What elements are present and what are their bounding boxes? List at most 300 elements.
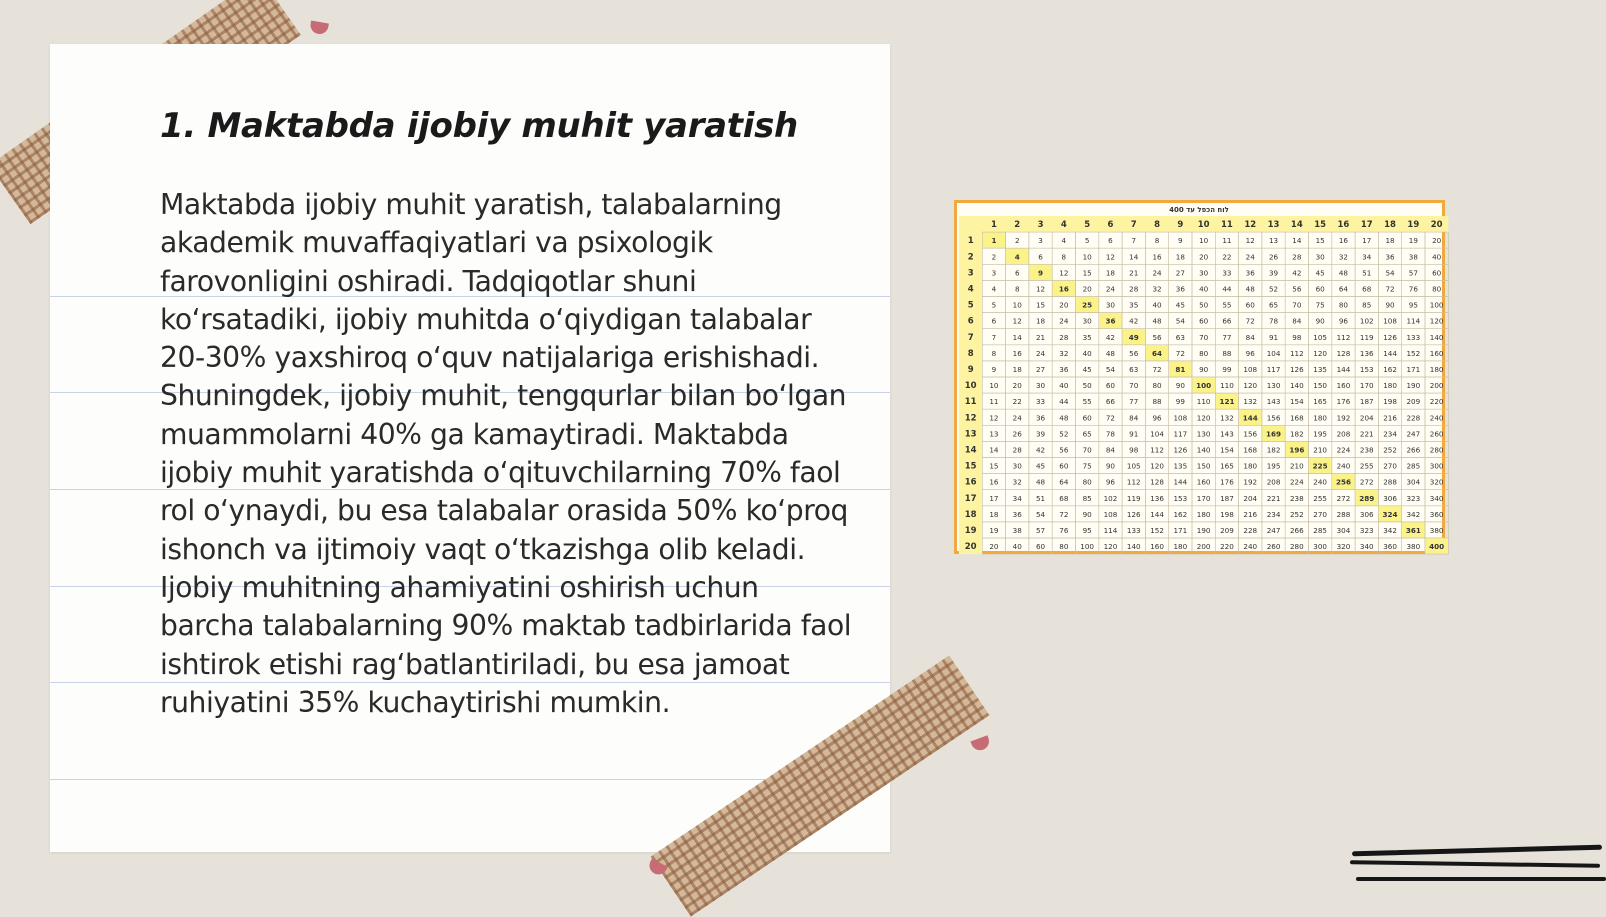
table-cell: 110 <box>1196 397 1211 407</box>
table-cell: 256 <box>1335 477 1351 487</box>
table-cell: 13 <box>1268 236 1279 246</box>
table-cell: 176 <box>1220 477 1234 487</box>
table-cell: 320 <box>1336 542 1351 552</box>
table-cell: 112 <box>1336 332 1351 342</box>
table-cell: 18 <box>1105 268 1116 278</box>
table-cell: 169 <box>1266 429 1282 439</box>
table-cell: 60 <box>1059 461 1069 471</box>
table-cell: 260 <box>1429 429 1444 439</box>
table-cell: 40 <box>1432 252 1442 262</box>
table-cell: 187 <box>1220 493 1234 503</box>
table-cell: 26 <box>1012 429 1022 439</box>
table-cell: 234 <box>1383 429 1397 439</box>
table-cell: 36 <box>1385 252 1395 262</box>
table-cell: 4 <box>1014 252 1020 262</box>
table-cell: 42 <box>1292 268 1302 278</box>
table-cell: 42 <box>1129 316 1139 326</box>
table-cell: 361 <box>1405 525 1421 535</box>
table-cell: 78 <box>1105 429 1116 439</box>
table-cell: 270 <box>1383 461 1397 471</box>
table-cell: 28 <box>1012 445 1022 455</box>
table-cell: 72 <box>1175 348 1185 358</box>
table-cell: 70 <box>1129 381 1139 391</box>
table-cell: 208 <box>1266 477 1281 487</box>
table-cell: 12 <box>1012 316 1022 326</box>
table-cell: 80 <box>1082 477 1092 487</box>
row-header: 11 <box>964 397 977 408</box>
table-cell: 55 <box>1082 397 1092 407</box>
table-cell: 272 <box>1336 493 1351 503</box>
row-header: 9 <box>967 364 974 375</box>
table-cell: 35 <box>1082 332 1092 342</box>
table-cell: 150 <box>1313 381 1328 391</box>
table-cell: 162 <box>1383 364 1397 374</box>
column-header: 6 <box>1107 220 1114 231</box>
table-cell: 48 <box>1245 284 1255 294</box>
table-cell: 190 <box>1196 525 1211 535</box>
table-cell: 48 <box>1105 348 1116 358</box>
table-cell: 81 <box>1175 364 1186 374</box>
table-cell: 320 <box>1429 477 1444 487</box>
column-header: 5 <box>1084 220 1091 231</box>
table-cell: 380 <box>1429 525 1444 535</box>
table-cell: 42 <box>1105 332 1116 342</box>
table-caption: לוח הכפל עד 400 <box>1169 206 1229 214</box>
table-cell: 7 <box>991 332 997 342</box>
table-cell: 72 <box>1059 509 1069 519</box>
table-cell: 25 <box>1082 300 1093 310</box>
column-header: 20 <box>1430 220 1443 231</box>
table-cell: 165 <box>1220 461 1234 471</box>
table-cell: 77 <box>1129 397 1139 407</box>
table-cell: 130 <box>1266 381 1281 391</box>
table-cell: 16 <box>1152 252 1162 262</box>
table-cell: 128 <box>1150 477 1164 487</box>
decorative-stroke <box>1356 877 1606 881</box>
table-cell: 45 <box>1035 461 1046 471</box>
row-header: 6 <box>967 316 974 327</box>
row-header: 8 <box>967 348 974 359</box>
row-header: 17 <box>964 493 977 504</box>
table-cell: 204 <box>1243 493 1258 503</box>
table-cell: 143 <box>1220 429 1234 439</box>
table-cell: 168 <box>1289 413 1304 423</box>
table-cell: 140 <box>1289 381 1304 391</box>
column-header: 15 <box>1314 220 1327 231</box>
column-header: 16 <box>1337 220 1350 231</box>
table-cell: 190 <box>1406 381 1421 391</box>
table-cell: 133 <box>1406 332 1421 342</box>
table-cell: 144 <box>1242 413 1258 423</box>
table-cell: 80 <box>1152 381 1162 391</box>
table-cell: 63 <box>1175 332 1185 342</box>
table-cell: 400 <box>1429 542 1445 552</box>
table-cell: 135 <box>1313 364 1328 374</box>
table-cell: 38 <box>1408 252 1418 262</box>
table-cell: 11 <box>989 397 999 407</box>
table-cell: 56 <box>1152 332 1162 342</box>
table-cell: 9 <box>1038 268 1044 278</box>
table-cell: 3 <box>1038 236 1043 246</box>
table-cell: 54 <box>1105 364 1116 374</box>
table-cell: 68 <box>1059 493 1069 503</box>
table-cell: 140 <box>1429 332 1444 342</box>
table-cell: 80 <box>1338 300 1349 310</box>
table-cell: 240 <box>1336 461 1351 471</box>
table-cell: 228 <box>1243 525 1258 535</box>
table-cell: 8 <box>1154 236 1160 246</box>
table-cell: 140 <box>1196 445 1211 455</box>
row-header: 19 <box>964 525 977 536</box>
table-cell: 221 <box>1359 429 1374 439</box>
column-header: 8 <box>1154 220 1161 231</box>
table-cell: 5 <box>991 300 997 310</box>
table-cell: 114 <box>1406 316 1421 326</box>
table-cell: 98 <box>1292 332 1302 342</box>
table-cell: 24 <box>1152 268 1162 278</box>
table-cell: 45 <box>1315 268 1325 278</box>
table-cell: 66 <box>1105 397 1116 407</box>
table-cell: 48 <box>1035 477 1046 487</box>
table-cell: 380 <box>1406 542 1421 552</box>
column-header: 13 <box>1267 220 1280 231</box>
row-header: 2 <box>967 252 974 263</box>
table-cell: 84 <box>1129 413 1139 423</box>
table-cell: 252 <box>1289 509 1304 519</box>
table-cell: 34 <box>1362 252 1372 262</box>
table-cell: 28 <box>1292 252 1302 262</box>
decorative-stroke <box>1350 860 1600 867</box>
table-cell: 72 <box>1152 364 1162 374</box>
tape-end-pin-icon <box>309 21 329 36</box>
table-cell: 91 <box>1129 429 1139 439</box>
table-cell: 48 <box>1059 413 1069 423</box>
table-cell: 126 <box>1383 332 1397 342</box>
table-cell: 128 <box>1336 348 1351 358</box>
table-cell: 18 <box>1385 236 1395 246</box>
table-cell: 17 <box>989 493 999 503</box>
table-cell: 144 <box>1336 364 1351 374</box>
table-cell: 36 <box>1105 316 1116 326</box>
table-cell: 30 <box>1035 381 1046 391</box>
table-cell: 30 <box>1012 461 1022 471</box>
column-header: 1 <box>990 220 997 231</box>
table-cell: 99 <box>1222 364 1232 374</box>
table-cell: 153 <box>1359 364 1374 374</box>
table-cell: 99 <box>1175 397 1185 407</box>
table-cell: 4 <box>1061 236 1067 246</box>
table-cell: 176 <box>1336 397 1351 407</box>
table-cell: 52 <box>1059 429 1069 439</box>
table-cell: 238 <box>1289 493 1304 503</box>
table-cell: 40 <box>1152 300 1162 310</box>
table-cell: 342 <box>1406 509 1421 519</box>
table-cell: 15 <box>1315 236 1325 246</box>
table-cell: 12 <box>989 413 999 423</box>
table-cell: 195 <box>1266 461 1281 471</box>
table-cell: 255 <box>1359 461 1374 471</box>
table-cell: 55 <box>1222 300 1232 310</box>
table-cell: 33 <box>1222 268 1232 278</box>
table-cell: 12 <box>1035 284 1046 294</box>
table-cell: 72 <box>1105 413 1116 423</box>
table-cell: 240 <box>1243 542 1258 552</box>
table-cell: 120 <box>1103 542 1118 552</box>
table-cell: 84 <box>1245 332 1255 342</box>
table-cell: 72 <box>1245 316 1255 326</box>
table-cell: 6 <box>991 316 997 326</box>
table-cell: 130 <box>1196 429 1211 439</box>
table-cell: 50 <box>1082 381 1092 391</box>
table-cell: 65 <box>1082 429 1092 439</box>
table-cell: 160 <box>1336 381 1351 391</box>
table-cell: 96 <box>1105 477 1116 487</box>
table-cell: 156 <box>1243 429 1258 439</box>
table-cell: 16 <box>989 477 999 487</box>
table-cell: 120 <box>1243 381 1258 391</box>
table-cell: 198 <box>1383 397 1397 407</box>
table-cell: 85 <box>1362 300 1372 310</box>
table-cell: 260 <box>1266 542 1281 552</box>
table-cell: 187 <box>1359 397 1374 407</box>
table-cell: 30 <box>1082 316 1092 326</box>
table-cell: 28 <box>1059 332 1069 342</box>
table-cell: 154 <box>1220 445 1234 455</box>
table-cell: 182 <box>1266 445 1281 455</box>
table-cell: 30 <box>1199 268 1209 278</box>
column-header: 19 <box>1407 220 1420 231</box>
table-cell: 1 <box>991 236 997 246</box>
table-cell: 6 <box>1014 268 1020 278</box>
table-cell: 144 <box>1150 509 1164 519</box>
table-cell: 8 <box>991 348 997 358</box>
table-cell: 100 <box>1429 300 1444 310</box>
table-cell: 45 <box>1082 364 1092 374</box>
table-cell: 5 <box>1084 236 1090 246</box>
table-cell: 10 <box>1082 252 1092 262</box>
table-cell: 162 <box>1173 509 1188 519</box>
table-cell: 42 <box>1035 445 1046 455</box>
table-cell: 306 <box>1359 509 1374 519</box>
table-cell: 27 <box>1035 364 1046 374</box>
table-cell: 340 <box>1359 542 1374 552</box>
table-cell: 24 <box>1245 252 1255 262</box>
table-cell: 102 <box>1359 316 1374 326</box>
table-cell: 21 <box>1035 332 1046 342</box>
table-cell: 104 <box>1266 348 1281 358</box>
column-header: 2 <box>1014 220 1021 231</box>
table-cell: 18 <box>1012 364 1022 374</box>
column-header: 12 <box>1244 220 1257 231</box>
table-cell: 342 <box>1383 525 1397 535</box>
table-cell: 60 <box>1035 542 1046 552</box>
table-cell: 204 <box>1359 413 1374 423</box>
table-cell: 30 <box>1105 300 1116 310</box>
row-header: 5 <box>967 300 974 311</box>
table-cell: 72 <box>1385 284 1395 294</box>
table-cell: 171 <box>1406 364 1421 374</box>
table-cell: 252 <box>1383 445 1397 455</box>
table-cell: 160 <box>1196 477 1211 487</box>
table-cell: 360 <box>1429 509 1444 519</box>
table-cell: 119 <box>1126 493 1141 503</box>
table-cell: 16 <box>1058 284 1069 294</box>
table-cell: 10 <box>989 381 999 391</box>
table-cell: 54 <box>1385 268 1395 278</box>
table-cell: 56 <box>1129 348 1139 358</box>
table-cell: 323 <box>1406 493 1421 503</box>
table-cell: 32 <box>1059 348 1069 358</box>
table-cell: 156 <box>1266 413 1281 423</box>
table-cell: 36 <box>1059 364 1069 374</box>
table-cell: 209 <box>1220 525 1234 535</box>
table-cell: 44 <box>1222 284 1232 294</box>
table-cell: 180 <box>1383 381 1397 391</box>
table-cell: 14 <box>1129 252 1139 262</box>
table-cell: 117 <box>1266 364 1281 374</box>
table-cell: 20 <box>1432 236 1442 246</box>
table-cell: 288 <box>1383 477 1397 487</box>
table-cell: 39 <box>1035 429 1046 439</box>
table-cell: 18 <box>989 509 999 519</box>
table-cell: 114 <box>1103 525 1118 535</box>
table-cell: 288 <box>1336 509 1351 519</box>
table-cell: 38 <box>1012 525 1022 535</box>
table-cell: 126 <box>1289 364 1304 374</box>
table-cell: 90 <box>1315 316 1325 326</box>
table-cell: 280 <box>1289 542 1304 552</box>
table-cell: 36 <box>1012 509 1022 519</box>
table-cell: 15 <box>1035 300 1046 310</box>
table-cell: 234 <box>1266 509 1281 519</box>
table-cell: 221 <box>1266 493 1281 503</box>
table-cell: 200 <box>1429 381 1444 391</box>
table-cell: 266 <box>1289 525 1304 535</box>
table-cell: 21 <box>1129 268 1139 278</box>
row-header: 10 <box>964 381 977 392</box>
table-cell: 54 <box>1035 509 1046 519</box>
table-cell: 240 <box>1429 413 1444 423</box>
table-cell: 198 <box>1220 509 1234 519</box>
table-cell: 112 <box>1126 477 1141 487</box>
table-cell: 180 <box>1429 364 1444 374</box>
table-cell: 64 <box>1152 348 1163 358</box>
table-cell: 2 <box>1014 236 1020 246</box>
table-cell: 105 <box>1126 461 1141 471</box>
table-cell: 33 <box>1035 397 1046 407</box>
table-cell: 75 <box>1315 300 1325 310</box>
table-cell: 238 <box>1359 445 1374 455</box>
table-cell: 225 <box>1312 461 1328 471</box>
table-cell: 110 <box>1220 381 1234 391</box>
table-cell: 11 <box>1222 236 1232 246</box>
table-cell: 195 <box>1313 429 1328 439</box>
table-cell: 168 <box>1243 445 1258 455</box>
table-cell: 32 <box>1338 252 1349 262</box>
table-cell: 60 <box>1245 300 1255 310</box>
column-header: 10 <box>1197 220 1210 231</box>
table-cell: 27 <box>1175 268 1185 278</box>
table-cell: 306 <box>1383 493 1397 503</box>
table-cell: 300 <box>1313 542 1328 552</box>
table-cell: 60 <box>1199 316 1209 326</box>
table-cell: 70 <box>1082 445 1092 455</box>
table-cell: 24 <box>1105 284 1116 294</box>
table-cell: 304 <box>1406 477 1421 487</box>
table-cell: 16 <box>1338 236 1349 246</box>
table-cell: 104 <box>1150 429 1164 439</box>
table-cell: 224 <box>1289 477 1304 487</box>
table-cell: 160 <box>1150 542 1164 552</box>
table-cell: 50 <box>1199 300 1209 310</box>
table-cell: 96 <box>1245 348 1255 358</box>
table-cell: 96 <box>1152 413 1162 423</box>
table-cell: 152 <box>1406 348 1421 358</box>
table-cell: 95 <box>1408 300 1418 310</box>
table-cell: 171 <box>1173 525 1188 535</box>
table-cell: 108 <box>1173 413 1188 423</box>
table-cell: 133 <box>1126 525 1141 535</box>
table-cell: 36 <box>1035 413 1046 423</box>
table-cell: 105 <box>1313 332 1328 342</box>
table-cell: 153 <box>1173 493 1188 503</box>
table-cell: 120 <box>1150 461 1164 471</box>
table-cell: 20 <box>1059 300 1069 310</box>
row-header: 4 <box>967 284 974 295</box>
table-cell: 4 <box>991 284 997 294</box>
table-cell: 49 <box>1128 332 1139 342</box>
table-cell: 20 <box>1012 381 1022 391</box>
table-cell: 12 <box>1105 252 1116 262</box>
table-cell: 112 <box>1289 348 1304 358</box>
table-cell: 3 <box>991 268 997 278</box>
table-cell: 136 <box>1150 493 1164 503</box>
table-cell: 77 <box>1222 332 1232 342</box>
table-cell: 76 <box>1059 525 1069 535</box>
table-cell: 8 <box>1014 284 1020 294</box>
table-cell: 12 <box>1245 236 1255 246</box>
table-cell: 180 <box>1196 509 1211 519</box>
table-cell: 255 <box>1313 493 1328 503</box>
table-cell: 120 <box>1313 348 1328 358</box>
table-cell: 15 <box>989 461 999 471</box>
multiplication-table <box>957 203 1445 553</box>
table-cell: 208 <box>1336 429 1351 439</box>
table-cell: 270 <box>1313 509 1328 519</box>
table-cell: 18 <box>1035 316 1046 326</box>
table-cell: 22 <box>1012 397 1022 407</box>
table-cell: 76 <box>1408 284 1418 294</box>
table-cell: 32 <box>1012 477 1022 487</box>
table-cell: 180 <box>1313 413 1328 423</box>
table-cell: 60 <box>1315 284 1325 294</box>
table-cell: 2 <box>991 252 997 262</box>
table-cell: 192 <box>1243 477 1258 487</box>
table-cell: 88 <box>1152 397 1162 407</box>
table-cell: 60 <box>1432 268 1442 278</box>
table-cell: 304 <box>1336 525 1351 535</box>
table-cell: 14 <box>1292 236 1302 246</box>
column-header: 4 <box>1060 220 1067 231</box>
table-cell: 247 <box>1406 429 1421 439</box>
table-cell: 40 <box>1082 348 1092 358</box>
row-header: 20 <box>964 542 977 553</box>
row-header: 1 <box>967 236 974 247</box>
table-cell: 180 <box>1243 461 1258 471</box>
table-cell: 78 <box>1268 316 1279 326</box>
table-cell: 108 <box>1103 509 1118 519</box>
table-cell: 85 <box>1082 493 1092 503</box>
